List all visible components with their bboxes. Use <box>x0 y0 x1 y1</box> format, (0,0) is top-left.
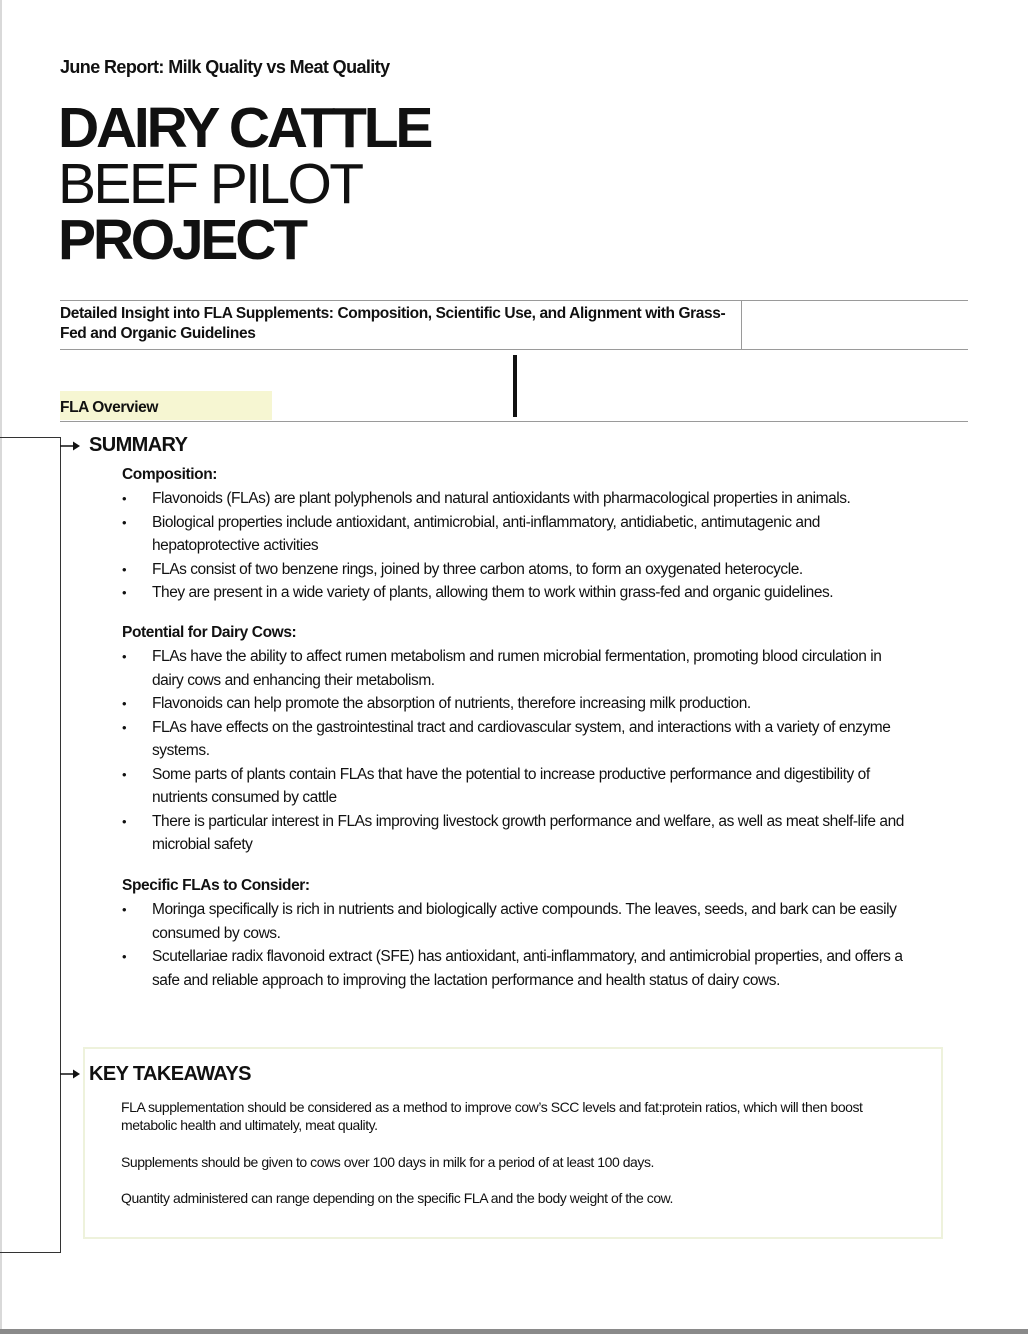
summary-heading: SUMMARY <box>89 434 188 456</box>
headline <box>58 96 431 272</box>
bullet-icon: • <box>122 585 127 600</box>
composition-heading: Composition: <box>122 466 218 483</box>
specific-heading: Specific FLAs to Consider: <box>122 877 310 894</box>
bullet-icon: • <box>122 696 127 711</box>
bracket-bottom <box>0 1252 61 1253</box>
section-rule <box>60 421 968 422</box>
composition-list <box>122 487 912 605</box>
bullet-icon: • <box>122 649 127 664</box>
list-item: • FLAs have effects on the gastrointestinal tract and cardiovascular system, and interactions with a variety of enzyme systems. <box>122 716 912 763</box>
bullet-icon: • <box>122 949 127 964</box>
bullet-icon: • <box>122 491 127 506</box>
section-tag: FLA Overview <box>60 391 272 420</box>
list-item: • Scutellariae radix flavonoid extract (SFE) has antioxidant, anti-inflammatory, and antimicrobial properties, and offers a safe and reliable approach to improving the lactation performance and health status of dairy cows. <box>122 945 912 992</box>
bracket-top <box>0 437 61 438</box>
bullet-icon: • <box>122 719 127 735</box>
report-title: June Report: Milk Quality vs Meat Quality <box>60 57 390 77</box>
list-item: • There is particular interest in FLAs improving livestock growth performance and welfare, as well as meat shelf-life and microbial safety <box>122 810 912 857</box>
bullet-icon: • <box>122 514 127 530</box>
page-left-edge <box>0 0 2 1334</box>
potential-heading: Potential for Dairy Cows: <box>122 624 297 641</box>
divider-bar <box>513 355 517 417</box>
list-item: • Moringa specifically is rich in nutrients and biologically active compounds. The leaves, seeds, and bark can be easily consumed by cows. <box>122 898 912 945</box>
bracket-spine <box>60 437 61 1253</box>
list-item: • They are present in a wide variety of plants, allowing them to work within grass-fed and organic guidelines. <box>122 581 912 605</box>
bullet-icon: • <box>122 902 127 917</box>
key-takeaways-heading: KEY TAKEAWAYS <box>89 1063 251 1085</box>
list-item: • Flavonoids (FLAs) are plant polyphenols and natural antioxidants with pharmacological properties in animals. <box>122 487 912 511</box>
summary-arrow-icon <box>60 440 80 452</box>
subtitle: Detailed Insight into FLA Supplements: Composition, Scientific Use, and Alignment with Grass-Fed and Organic Guidelines <box>60 305 726 342</box>
subtitle-top-rule <box>60 300 968 301</box>
headline-line-2: BEEF PILOT <box>58 152 362 216</box>
subtitle-column-divider <box>741 300 742 350</box>
takeaway-paragraph: Supplements should be given to cows over 100 days in milk for a period of at least 100 days. <box>121 1154 654 1170</box>
takeaway-paragraph: FLA supplementation should be considered as a method to improve cow’s SCC levels and fat:protein ratios, which will then boost metabolic health and ultimately, meat quality. <box>121 1099 863 1133</box>
takeaway-paragraph: Quantity administered can range depending on the specific FLA and the body weight of the cow. <box>121 1190 673 1206</box>
list-item: • FLAs have the ability to affect rumen metabolism and rumen microbial fermentation, promoting blood circulation in dairy cows and enhancing their metabolism. <box>122 645 912 692</box>
potential-list <box>122 645 912 857</box>
subtitle-bottom-rule <box>60 349 968 350</box>
list-item: • Some parts of plants contain FLAs that have the potential to increase productive performance and digestibility of nutrients consumed by cattle <box>122 763 912 810</box>
headline-line-1: DAIRY CATTLE <box>58 96 431 160</box>
list-item: • Biological properties include antioxidant, antimicrobial, anti-inflammatory, antidiabetic, antimutagenic and hepatoprotective activities <box>122 511 912 558</box>
list-item: • FLAs consist of two benzene rings, joined by three carbon atoms, to form an oxygenated heterocycle. <box>122 558 912 582</box>
page-bottom-bar <box>0 1329 1028 1334</box>
bullet-icon: • <box>122 766 127 782</box>
bullet-icon: • <box>122 561 127 577</box>
specific-list <box>122 898 912 992</box>
list-item: • Flavonoids can help promote the absorption of nutrients, therefore increasing milk production. <box>122 692 912 716</box>
bullet-icon: • <box>122 813 127 829</box>
takeaways-arrow-icon <box>60 1068 80 1080</box>
headline-line-3: PROJECT <box>58 208 305 272</box>
